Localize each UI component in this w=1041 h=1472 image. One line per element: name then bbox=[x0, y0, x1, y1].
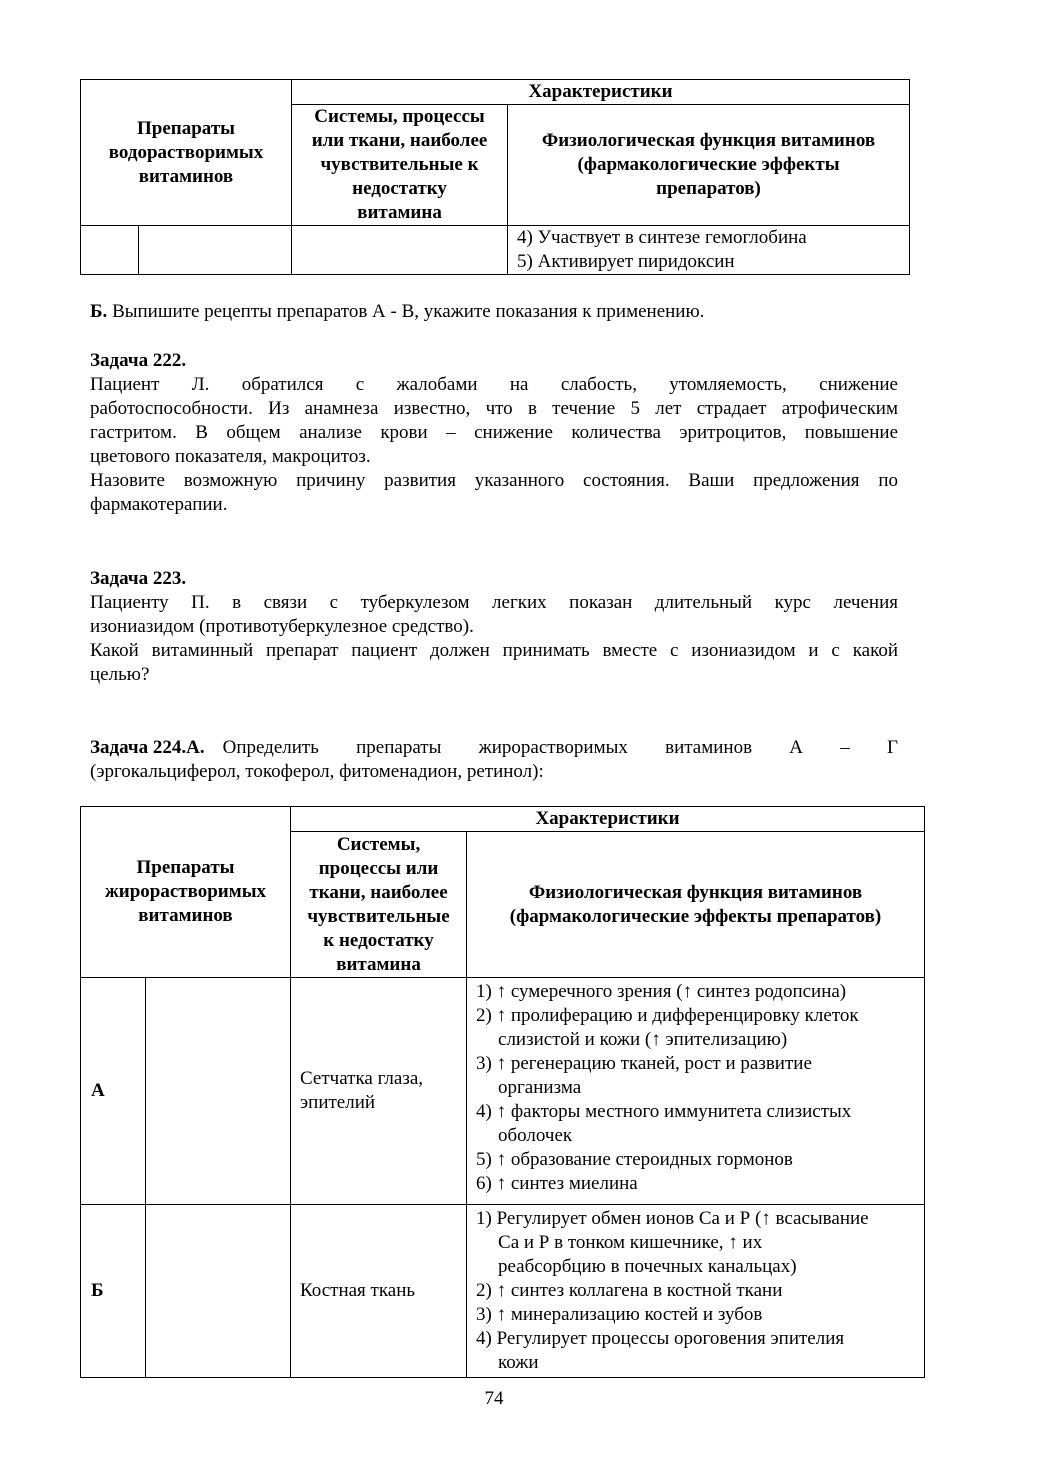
t1-header-drugs: Препараты водорастворимых витаминов bbox=[81, 80, 292, 226]
table-row bbox=[81, 1205, 925, 1378]
t2-header-function: Физиологическая функция витаминов (фармакологические эффекты препаратов) bbox=[467, 832, 925, 978]
task-222-title: Задача 222. bbox=[90, 350, 187, 371]
task-224-title: Задача 224. bbox=[90, 737, 187, 758]
row-functions-b: 1) Регулирует обмен ионов Са и Р (↑ всасывание Са и Р в тонком кишечнике, ↑ их реабсорбцию в почечных канальцах) 2) ↑ синтез коллагена в костной ткани 3) ↑ минерализацию костей и зубов 4) Регулирует процессы ороговения эпителия кожи bbox=[467, 1205, 925, 1378]
task-223-title: Задача 223. bbox=[90, 568, 187, 589]
section-b: Б. Выпишите рецепты препаратов А - В, укажите показания к применению. bbox=[90, 301, 705, 322]
t1-cell-functions: 4) Участвует в синтезе гемоглобина 5) Активирует пиридоксин bbox=[508, 226, 910, 275]
page-number: 74 bbox=[484, 1388, 504, 1409]
t2-header-drugs: Препараты жирорастворимых витаминов bbox=[81, 807, 291, 978]
table-fat-soluble-vitamins bbox=[80, 806, 925, 1378]
table-row bbox=[81, 978, 925, 1205]
t2-header-systems: Системы, процессы или ткани, наиболее чувствительные к недостатку витамина bbox=[291, 832, 467, 978]
task-223: Задача 223. Пациенту П. в связи с туберкулезом легких показан длительный курс лечения изониазидом (противотуберкулезное средство). Какой витаминный препарат пациент должен принимать вместе с изониазидом и с какой целью? bbox=[90, 568, 898, 685]
t2-header-characteristics: Характеристики bbox=[291, 807, 925, 832]
task-222: Задача 222. Пациент Л. обратился с жалобами на слабость, утомляемость, снижение работоспособности. Из анамнеза известно, что в течение 5 лет страдает атрофическим гастритом. В общем анализе крови – снижение количества эритроцитов, повышение цветового показателя, макроцитоз. Назовите возможную причину развития указанного состояния. Ваши предложения по фармакотерапии. bbox=[90, 350, 898, 515]
t1-header-characteristics: Характеристики bbox=[292, 80, 910, 105]
row-label-a: А bbox=[81, 978, 146, 1205]
row-drug-b bbox=[146, 1205, 291, 1378]
row-drug-a bbox=[146, 978, 291, 1205]
t1-cell-tissue bbox=[292, 226, 508, 275]
row-tissue-b: Костная ткань bbox=[291, 1205, 467, 1378]
row-tissue-a: Сетчатка глаза, эпителий bbox=[291, 978, 467, 1205]
t1-cell-label bbox=[81, 226, 139, 275]
row-label-b: Б bbox=[81, 1205, 146, 1378]
row-functions-a: 1) ↑ сумеречного зрения (↑ синтез родопсина) 2) ↑ пролиферацию и дифференцировку клеток слизистой и кожи (↑ эпителизацию) 3) ↑ регенерацию тканей, рост и развитие организма 4) ↑ факторы местного иммунитета слизистых оболочек 5) ↑ образование стероидных гормонов 6) ↑ синтез миелина bbox=[467, 978, 925, 1205]
t1-header-function: Физиологическая функция витаминов (фармакологические эффекты препаратов) bbox=[508, 105, 910, 226]
task-224: Задача 224. А. Определить препараты жирорастворимых витаминов А – Г (эргокальциферол, токоферол, фитоменадион, ретинол): bbox=[90, 737, 898, 782]
t1-header-systems: Системы, процессы или ткани, наиболее чувствительные к недостатку витамина bbox=[292, 105, 508, 226]
t1-cell-drug bbox=[139, 226, 292, 275]
table-water-soluble-vitamins bbox=[80, 79, 910, 275]
